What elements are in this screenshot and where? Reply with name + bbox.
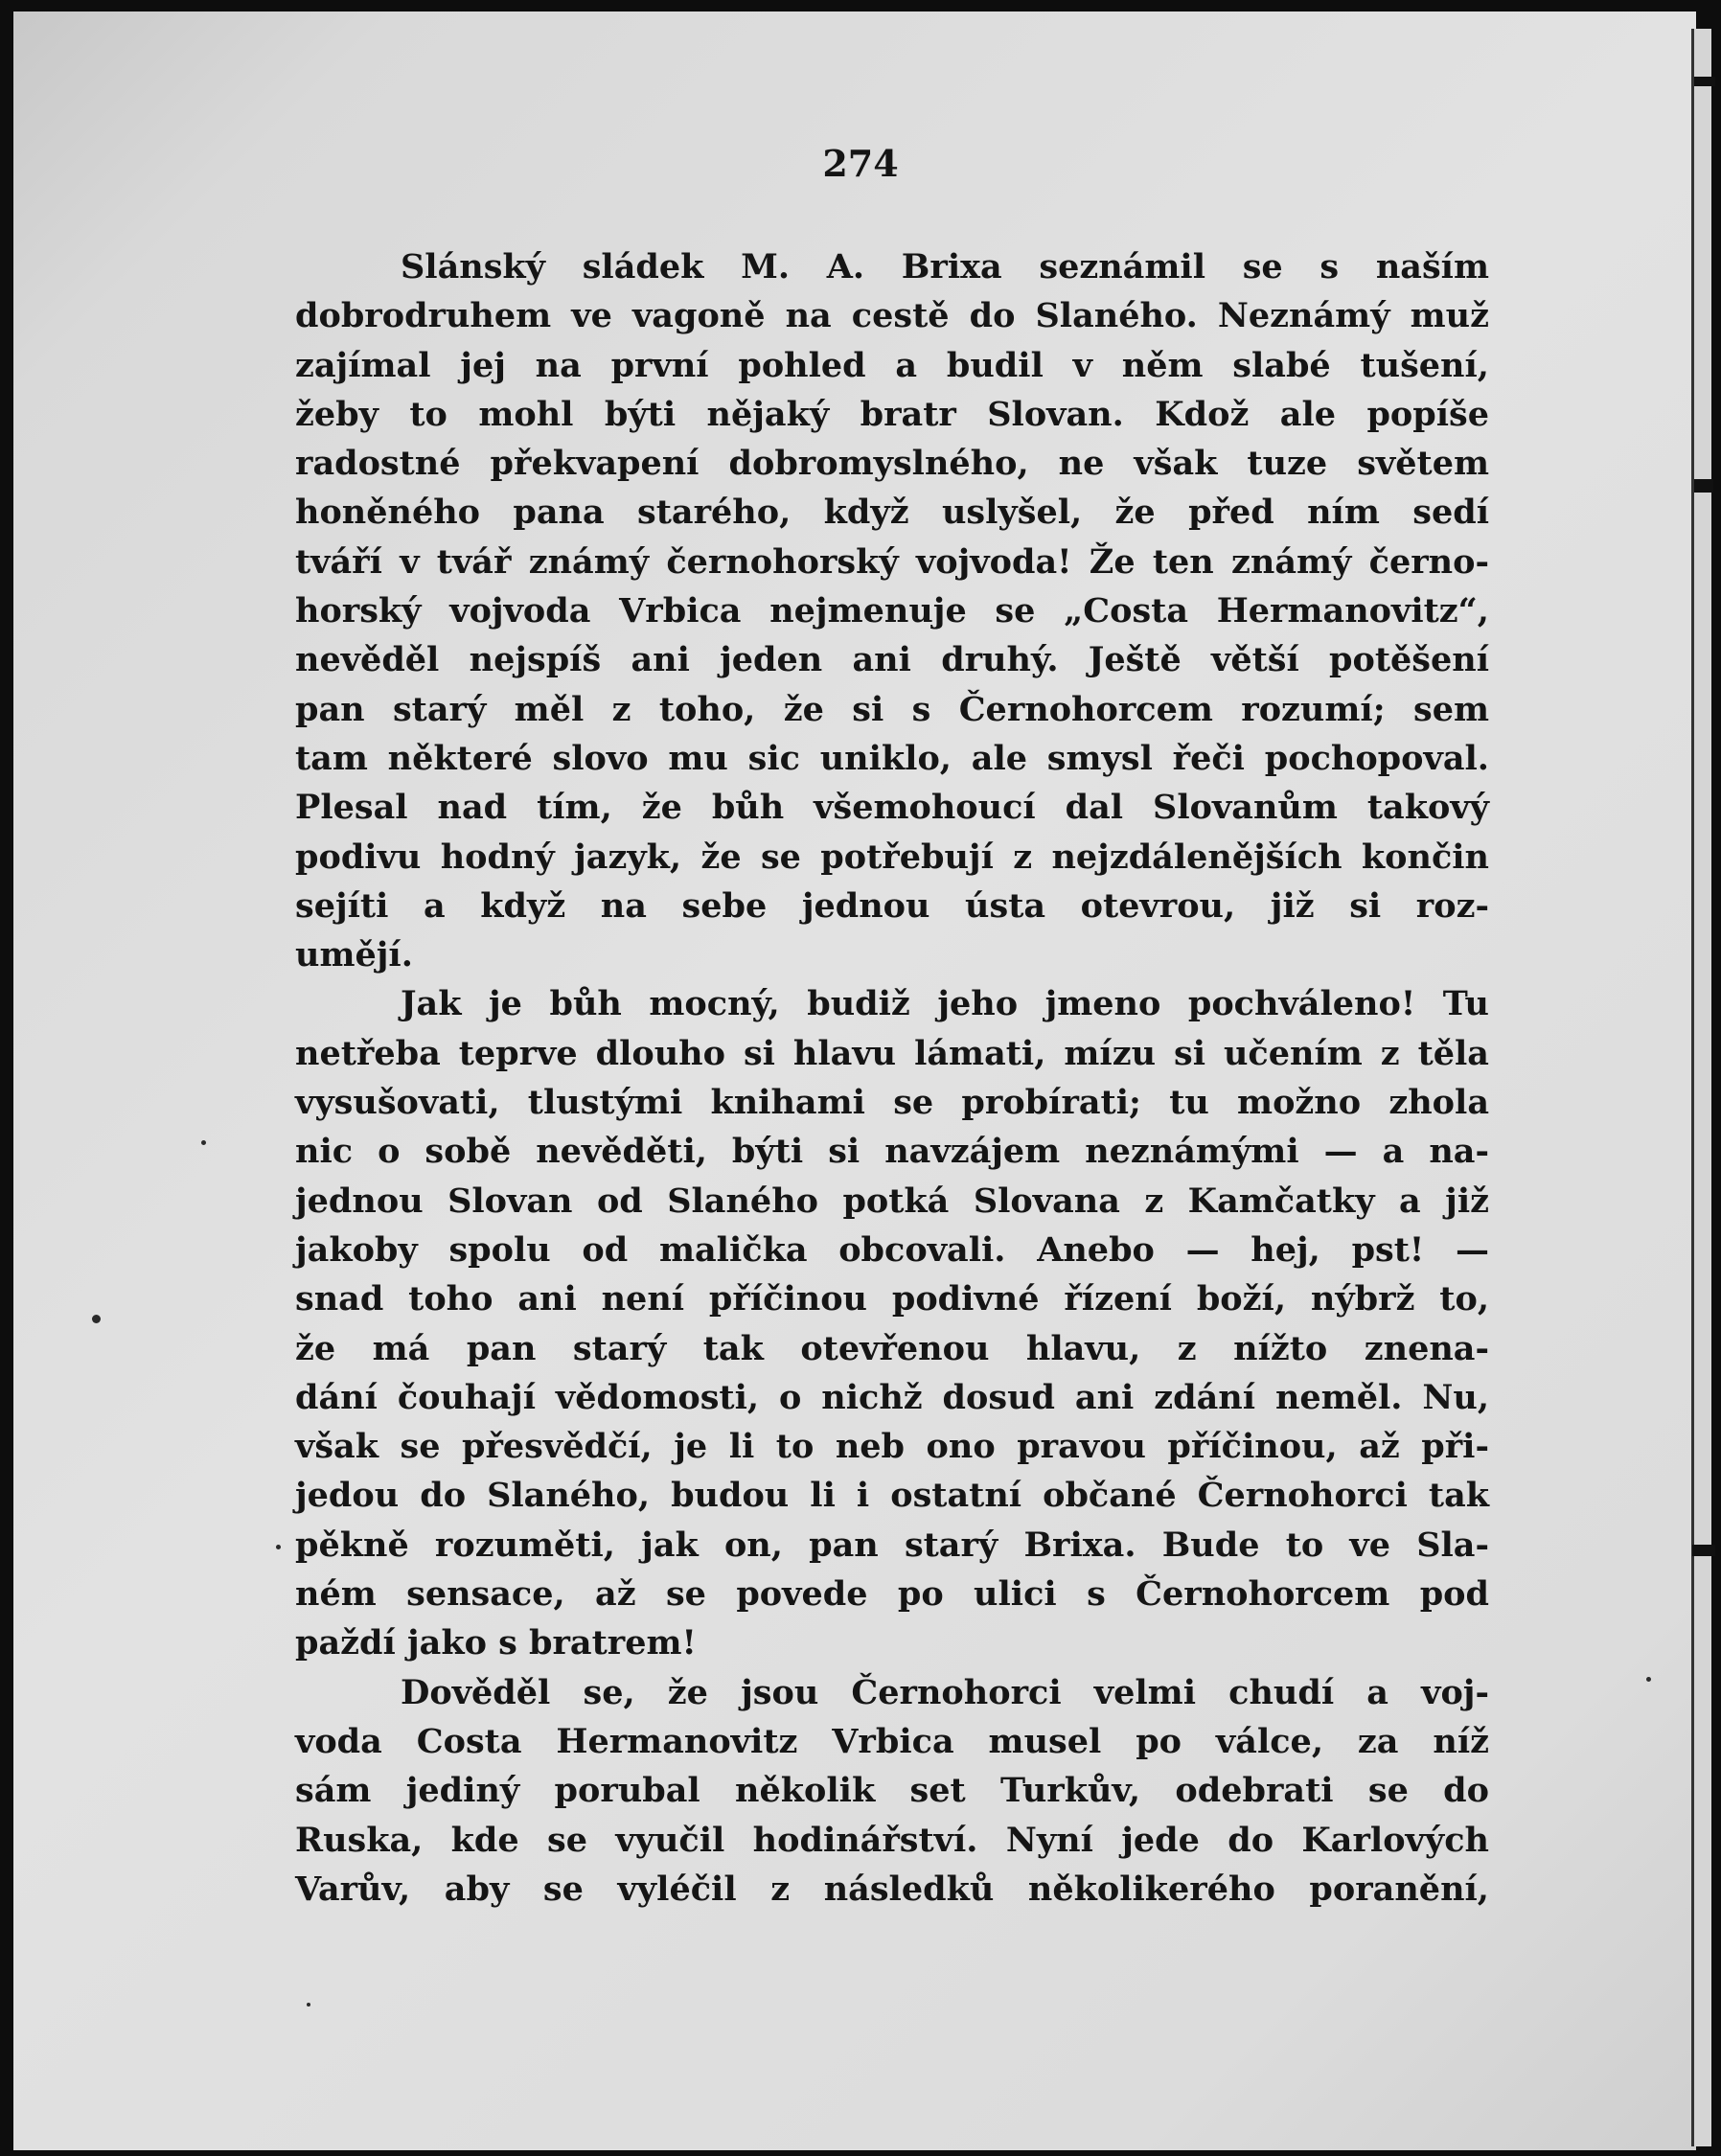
text-line: paždí jako s bratrem! (295, 1623, 697, 1663)
body-text (295, 242, 1489, 1914)
text-line: že má pan starý tak otevřenou hlavu, z nížto znena- (295, 1328, 1489, 1368)
text-line: nic o sobě nevěděti, býti si navzájem neznámými — a na- (295, 1132, 1489, 1172)
text-line: pan starý měl z toho, že si s Černohorcem rozumí; sem (295, 689, 1489, 729)
speck (92, 1315, 101, 1323)
text-line: však se přesvědčí, je li to neb ono pravou příčinou, až při- (295, 1427, 1489, 1467)
text-line: jakoby spolu od malička obcovali. Anebo — hej, pst! — (295, 1229, 1489, 1270)
text-line: sám jediný porubal několik set Turkův, odebrati se do (295, 1771, 1489, 1811)
text-line: pěkně rozuměti, jak on, pan starý Brixa. Bude to ve Sla- (295, 1525, 1489, 1565)
text-line: radostné překvapení dobromyslného, ne však tuze světem (295, 444, 1489, 484)
text-line: jedou do Slaného, budou li i ostatní občané Černohorci tak (295, 1476, 1489, 1516)
speck (307, 2003, 310, 2007)
text-line: nevěděl nejspíš ani jeden ani druhý. Ještě větší potěšení (295, 640, 1489, 680)
speck (1646, 1677, 1651, 1682)
text-line: snad toho ani není příčinou podivné řízení boží, nýbrž to, (295, 1279, 1489, 1319)
text-line: Varův, aby se vyléčil z následků několikerého poranění, (295, 1869, 1489, 1909)
page-edge (1691, 29, 1711, 2146)
text-line: jednou Slovan od Slaného potká Slovana z Kamčatky a již (295, 1181, 1489, 1221)
text-line: umějí. (295, 935, 413, 975)
text-line: podivu hodný jazyk, že se potřebují z nejzdálenějších končin (295, 837, 1489, 877)
text-line: žeby to mohl býti nějaký bratr Slovan. Kdož ale popíše (295, 394, 1489, 434)
text-line: dobrodruhem ve vagoně na cestě do Slaného. Neznámý muž (295, 296, 1489, 336)
text-line: dání čouhají vědomosti, o nichž dosud ani zdání neměl. Nu, (295, 1377, 1489, 1417)
text-line: Jak je bůh mocný, budiž jeho jmeno pochváleno! Tu (401, 984, 1489, 1024)
speck (276, 1545, 281, 1549)
text-line: ném sensace, až se povede po ulici s Černohorcem pod (295, 1574, 1489, 1615)
text-line: sejíti a když na sebe jednou ústa otevrou, již si roz- (295, 885, 1489, 926)
text-line: honěného pana starého, když uslyšel, že před ním sedí (295, 493, 1489, 533)
text-line: Dověděl se, že jsou Černohorci velmi chudí a voj- (401, 1672, 1489, 1712)
text-line: tam některé slovo mu sic uniklo, ale smysl řeči pochopoval. (295, 738, 1489, 778)
text-line: Plesal nad tím, že bůh všemohoucí dal Slovanům takový (295, 788, 1489, 828)
text-line: vysušovati, tlustými knihami se probírati; tu možno zhola (295, 1083, 1489, 1123)
speck (201, 1140, 206, 1145)
text-line: tváří v tvář známý černohorský vojvoda! Že ten známý černo- (295, 541, 1489, 582)
edge-mark (1694, 479, 1713, 493)
edge-mark (1692, 1545, 1715, 1556)
text-line: netřeba teprve dlouho si hlavu lámati, mízu si učením z těla (295, 1033, 1489, 1073)
page-number: 274 (822, 142, 899, 185)
text-line: Ruska, kde se vyučil hodinářství. Nyní jede do Karlových (295, 1820, 1489, 1860)
text-line: voda Costa Hermanovitz Vrbica musel po válce, za níž (295, 1721, 1489, 1761)
edge-mark (1694, 77, 1715, 86)
text-line: zajímal jej na první pohled a budil v něm slabé tušení, (295, 345, 1489, 385)
text-line: horský vojvoda Vrbica nejmenuje se „Costa Hermanovitz“, (295, 591, 1489, 631)
text-line: Slánský sládek M. A. Brixa seznámil se s naším (401, 247, 1489, 287)
